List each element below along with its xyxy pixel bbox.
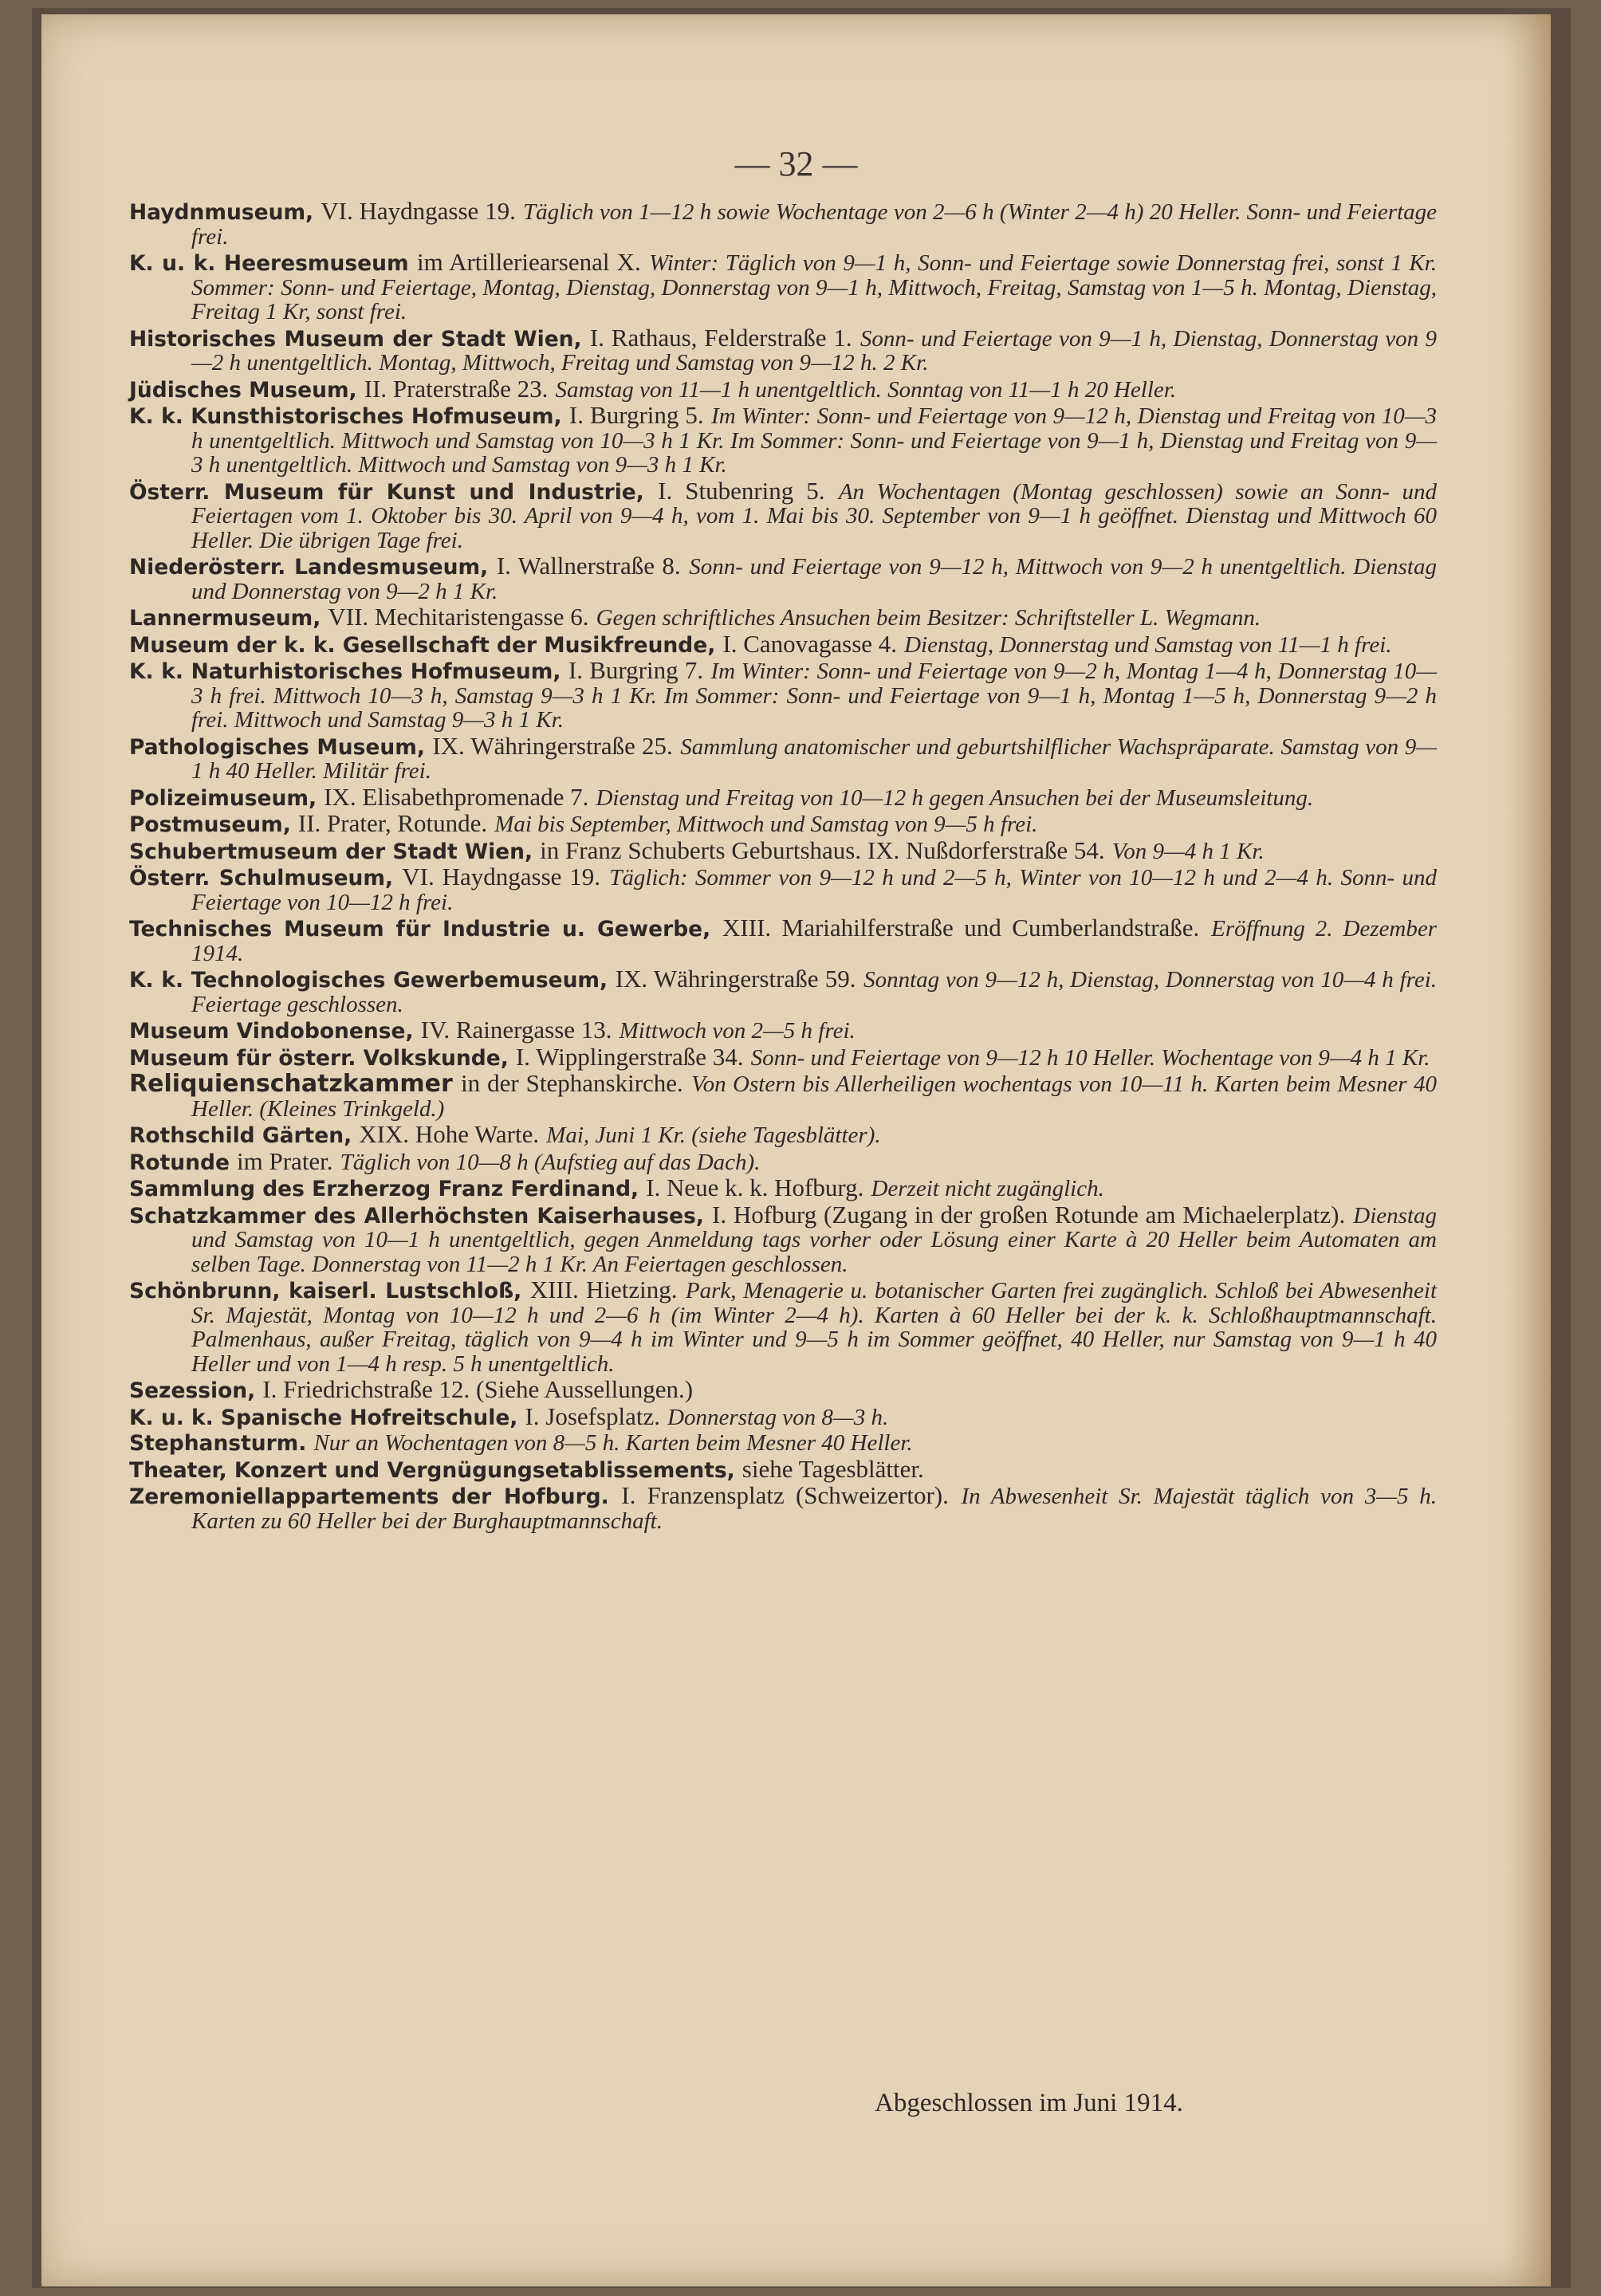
museum-entry [129, 835, 1437, 864]
museum-entry [129, 731, 1438, 784]
entry-address: I. Wipplingerstraße 34. [515, 1042, 744, 1071]
museum-entry [129, 809, 1437, 837]
museum-entry [129, 323, 1438, 375]
museum-entry [129, 1200, 1437, 1277]
entry-details: Im Winter: Sonn- und Feiertage von 9—2 h, Montag 1—4 h, Donnerstag 10—3 h frei. Mittwoch 10—3 h, Samstag 9—3 h 1 Kr. Im Sommer: Sonn- und Feiertage von 9—1 h, Montag 1—5 h, Donnerstag 9—2 h frei. Mittwoch und Samstag 9—3 h 1 Kr. [191, 659, 1438, 733]
entry-name: Schubertmuseum der Stadt Wien, [129, 839, 533, 864]
entry-name: Sammlung des Erzherzog Franz Ferdinand, [129, 1177, 639, 1201]
entry-address: I. Friedrichstraße 12. (Siehe Aussellungen.) [262, 1375, 694, 1403]
entry-details: Täglich von 10—8 h (Aufstieg auf das Dach). [340, 1149, 761, 1175]
entry-address: I. Hofburg (Zugang in der großen Rotunde am Michaelerplatz). [712, 1200, 1346, 1229]
entry-name: Museum für österr. Volkskunde, [129, 1045, 509, 1071]
entry-name: Rothschild Gärten, [129, 1123, 352, 1148]
entry-name: Zeremoniellappartements der Hofburg. [129, 1484, 609, 1509]
entry-address: XIII. Mariahilferstraße und Cumberlandstraße. [722, 914, 1200, 942]
entry-address: I. Burgring 7. [568, 656, 704, 684]
entry-details: In Abwesenheit Sr. Majestät täglich von 3—5 h. Karten zu 60 Heller bei der Burghauptmannschaft. [191, 1484, 1437, 1534]
entry-address: I. Burgring 5. [568, 401, 704, 429]
entry-address: in Franz Schuberts Geburtshaus. IX. Nußdorferstraße 54. [540, 835, 1105, 864]
museum-entry [129, 865, 1437, 914]
museum-entry [129, 1018, 1437, 1044]
entry-details: Eröffnung 2. Dezember 1914. [191, 916, 1438, 966]
entry-address: XIII. Hietzing. [529, 1276, 678, 1303]
entry-name: Rotunde [129, 1150, 230, 1175]
entry-name: Haydnmuseum, [129, 200, 314, 225]
entry-address: VII. Mechitaristengasse 6. [328, 603, 589, 631]
museum-entry [129, 1375, 1437, 1403]
entry-name: Sezession, [129, 1378, 256, 1403]
entry-details: Derzeit nicht zugänglich. [871, 1176, 1104, 1201]
museum-entry [129, 656, 1438, 733]
entry-details: Sonntag von 9—12 h, Dienstag, Donnerstag von 10—4 h frei. Feiertage geschlossen. [191, 967, 1438, 1017]
entry-address: siehe Tagesblätter. [741, 1454, 924, 1483]
museum-entry [129, 1481, 1437, 1534]
entry-name: Theater, Konzert und Vergnügungsetablissements, [129, 1457, 735, 1483]
entry-details: Täglich von 1—12 h sowie Wochentage von 2—6 h (Winter 2—4 h) 20 Heller. Sonn- und Feiertage frei. [191, 199, 1438, 250]
entry-name: Historisches Museum der Stadt Wien, [129, 326, 582, 352]
entry-address: I. Stubenring 5. [658, 476, 825, 505]
entry-details: Sonn- und Feiertage von 9—12 h, Mittwoch von 9—2 h unentgeltlich. Dienstag und Donnerstag von 9—2 h 1 Kr. [191, 554, 1437, 604]
entry-name: Schatzkammer des Allerhöchsten Kaiserhauses, [129, 1203, 704, 1229]
entry-address: VI. Haydngasse 19. [321, 197, 516, 225]
entry-address: im Prater. [237, 1146, 333, 1175]
museum-entry [129, 916, 1437, 965]
closing-note: Abgeschlossen im Juni 1914. [875, 2089, 1183, 2117]
entry-name: Schönbrunn, kaiserl. Lustschloß, [129, 1279, 522, 1303]
museum-entry [129, 1042, 1437, 1071]
entry-address: in der Stephanskirche. [461, 1069, 683, 1097]
entry-name: Österr. Museum für Kunst und Industrie, [129, 479, 644, 505]
museum-entry [129, 1278, 1437, 1376]
museum-entry [129, 629, 1437, 658]
museum-entry [129, 554, 1437, 603]
museum-entry [129, 374, 1437, 403]
entry-details: Mai, Juni 1 Kr. (siehe Tagesblätter). [546, 1122, 881, 1148]
entry-details: Gegen schriftliches Ansuchen beim Besitzer: Schriftsteller L. Wegmann. [596, 605, 1261, 631]
entry-address: VI. Haydngasse 19. [402, 863, 601, 890]
entry-name: Pathologisches Museum, [129, 734, 425, 760]
entry-details: Im Winter: Sonn- und Feiertage von 9—12 h, Dienstag und Freitag von 10—3 h unentgeltlich. Mittwoch und Samstag von 10—3 h 1 Kr. Im Sommer: Sonn- und Feiertage von 9—1 h, Dienstag und Freitag von 9—3 h unentgeltlich. Mittwoch und Samstag von 9—3 h 1 Kr. [191, 403, 1438, 478]
entry-name: Technisches Museum für Industrie u. Gewerbe, [129, 917, 711, 942]
entry-address: II. Prater, Rotunde. [297, 809, 488, 837]
entry-details: Samstag von 11—1 h unentgeltlich. Sonntag von 11—1 h 20 Heller. [555, 376, 1177, 403]
entry-details: Von 9—4 h 1 Kr. [1111, 838, 1265, 864]
museum-entry [129, 1146, 1437, 1175]
entry-name: Reliquienschatzkammer [129, 1070, 453, 1098]
entry-address: I. Canovagasse 4. [722, 629, 898, 658]
entry-name: K. k. Naturhistorisches Hofmuseum, [129, 659, 561, 684]
entry-details: Täglich: Sommer von 9—12 h und 2—5 h, Winter von 10—12 h und 2—4 h. Sonn- und Feiertage von 10—12 h frei. [191, 865, 1437, 915]
museum-entry [129, 967, 1437, 1016]
museum-entry [129, 1176, 1437, 1201]
entry-details: Sonn- und Feiertage von 9—1 h, Dienstag, Donnerstag von 9—2 h unentgeltlich. Montag, Mittwoch, Freitag und Samstag von 9—12 h. 2 Kr. [191, 325, 1438, 375]
entry-address: I. Neue k. k. Hofburg. [646, 1174, 864, 1201]
museum-entry [129, 1122, 1437, 1148]
entry-details: Donnerstag von 8—3 h. [667, 1404, 889, 1430]
entry-name: Jüdisches Museum, [129, 377, 357, 403]
entry-name: K. u. k. Heeresmuseum [129, 251, 409, 276]
entry-address: I. Josefsplatz. [525, 1402, 661, 1430]
entry-address: IX. Währingerstraße 59. [615, 965, 856, 993]
book-page [41, 14, 1551, 2286]
entry-address: I. Franzensplatz (Schweizertor). [621, 1481, 949, 1509]
entry-name: K. u. k. Spanische Hofreitschule, [129, 1405, 518, 1430]
museum-entry [129, 1431, 1437, 1456]
entry-name: Stephansturm. [129, 1431, 307, 1456]
entry-name: Österr. Schulmuseum, [129, 866, 394, 890]
museum-entry [129, 403, 1437, 478]
entry-details: Sammlung anatomischer und geburtshilflicher Wachspräparate. Samstag von 9—1 h 40 Heller. Militär frei. [191, 733, 1438, 784]
entry-details: Mai bis September, Mittwoch und Samstag von 9—5 h frei. [494, 812, 1038, 837]
entry-name: Museum der k. k. Gesellschaft der Musikfreunde, [129, 632, 716, 658]
museum-entry [129, 476, 1438, 553]
entry-name: Lannermuseum, [129, 606, 321, 631]
entry-name: K. k. Kunsthistorisches Hofmuseum, [129, 404, 562, 429]
museum-entry [129, 1071, 1437, 1121]
entry-name: Postmuseum, [129, 812, 291, 837]
entry-details: Nur an Wochentagen von 8—5 h. Karten beim Mesner 40 Heller. [313, 1430, 913, 1456]
entry-address: im Artilleriearsenal X. [416, 248, 641, 276]
entry-address: IX. Elisabethpromenade 7. [324, 782, 589, 811]
entry-details: An Wochentagen (Montag geschlossen) sowie an Sonn- und Feiertagen vom 1. Oktober bis 30. April von 9—4 h, vom 1. Mai bis 30. September von 9—1 h geöffnet. Dienstag und Mittwoch 60 Heller. Die übrigen Tage frei. [191, 478, 1438, 553]
entry-address: XIX. Hohe Warte. [359, 1120, 540, 1148]
entry-details: Dienstag und Samstag von 10—1 h unentgeltlich, gegen Anmeldung tags vorher oder Lösung einer Karte à 20 Heller beim Automaten am selben Tage. Donnerstag von 11—2 h 1 Kr. An Feiertagen geschlossen. [191, 1202, 1437, 1277]
museum-entry [129, 250, 1437, 324]
entry-details: Park, Menagerie u. botanischer Garten frei zugänglich. Schloß bei Abwesenheit Sr. Majestät, Montag von 10—12 h und 2—6 h (im Winter 2—4 h). Karten à 60 Heller bei der k. k. Schloßhauptmannschaft. Palmenhaus, außer Freitag, täglich von 9—4 h im Winter und 9—5 h im Sommer geöffnet, 40 Heller, nur Samstag von 9—1 h 40 Heller und von 1—4 h resp. 5 h unentgeltlich. [191, 1278, 1438, 1377]
museum-entry [129, 1402, 1437, 1430]
entry-details: Winter: Täglich von 9—1 h, Sonn- und Feiertage sowie Donnerstag frei, sonst 1 Kr. Sommer: Sonn- und Feiertage, Montag, Dienstag, Donnerstag von 9—1 h, Mittwoch, Freitag, Samstag von 1—5 h. Montag, Dienstag, Freitag 1 Kr, sonst frei. [191, 250, 1438, 324]
entry-details: Sonn- und Feiertage von 9—12 h 10 Heller. Wochentage von 9—4 h 1 Kr. [750, 1044, 1430, 1071]
entry-name: Polizeimuseum, [129, 785, 317, 811]
entry-details: Dienstag und Freitag von 10—12 h gegen Ansuchen bei der Museumsleitung. [596, 784, 1314, 811]
museum-entry [129, 605, 1437, 631]
entry-details: Von Ostern bis Allerheiligen wochentags von 10—11 h. Karten beim Mesner 40 Heller. (Kleines Trinkgeld.) [191, 1071, 1437, 1122]
museum-entry [129, 782, 1437, 811]
entry-address: IX. Währingerstraße 25. [432, 731, 673, 760]
entry-address: IV. Rainergasse 13. [420, 1016, 612, 1044]
museum-entry [129, 1454, 1437, 1483]
entry-details: Dienstag, Donnerstag und Samstag von 11—1 h frei. [904, 631, 1392, 658]
museum-list [129, 199, 1437, 1535]
entry-address: I. Rathaus, Felderstraße 1. [589, 323, 852, 352]
entry-name: K. k. Technologisches Gewerbemuseum, [129, 968, 608, 993]
museum-entry [129, 199, 1437, 249]
page-number: — 32 — [734, 144, 858, 183]
entry-details: Mittwoch von 2—5 h frei. [619, 1018, 856, 1044]
entry-address: II. Praterstraße 23. [364, 374, 549, 403]
entry-name: Niederösterr. Landesmuseum, [129, 555, 489, 580]
entry-address: I. Wallnerstraße 8. [496, 552, 681, 580]
entry-name: Museum Vindobonense, [129, 1019, 414, 1044]
